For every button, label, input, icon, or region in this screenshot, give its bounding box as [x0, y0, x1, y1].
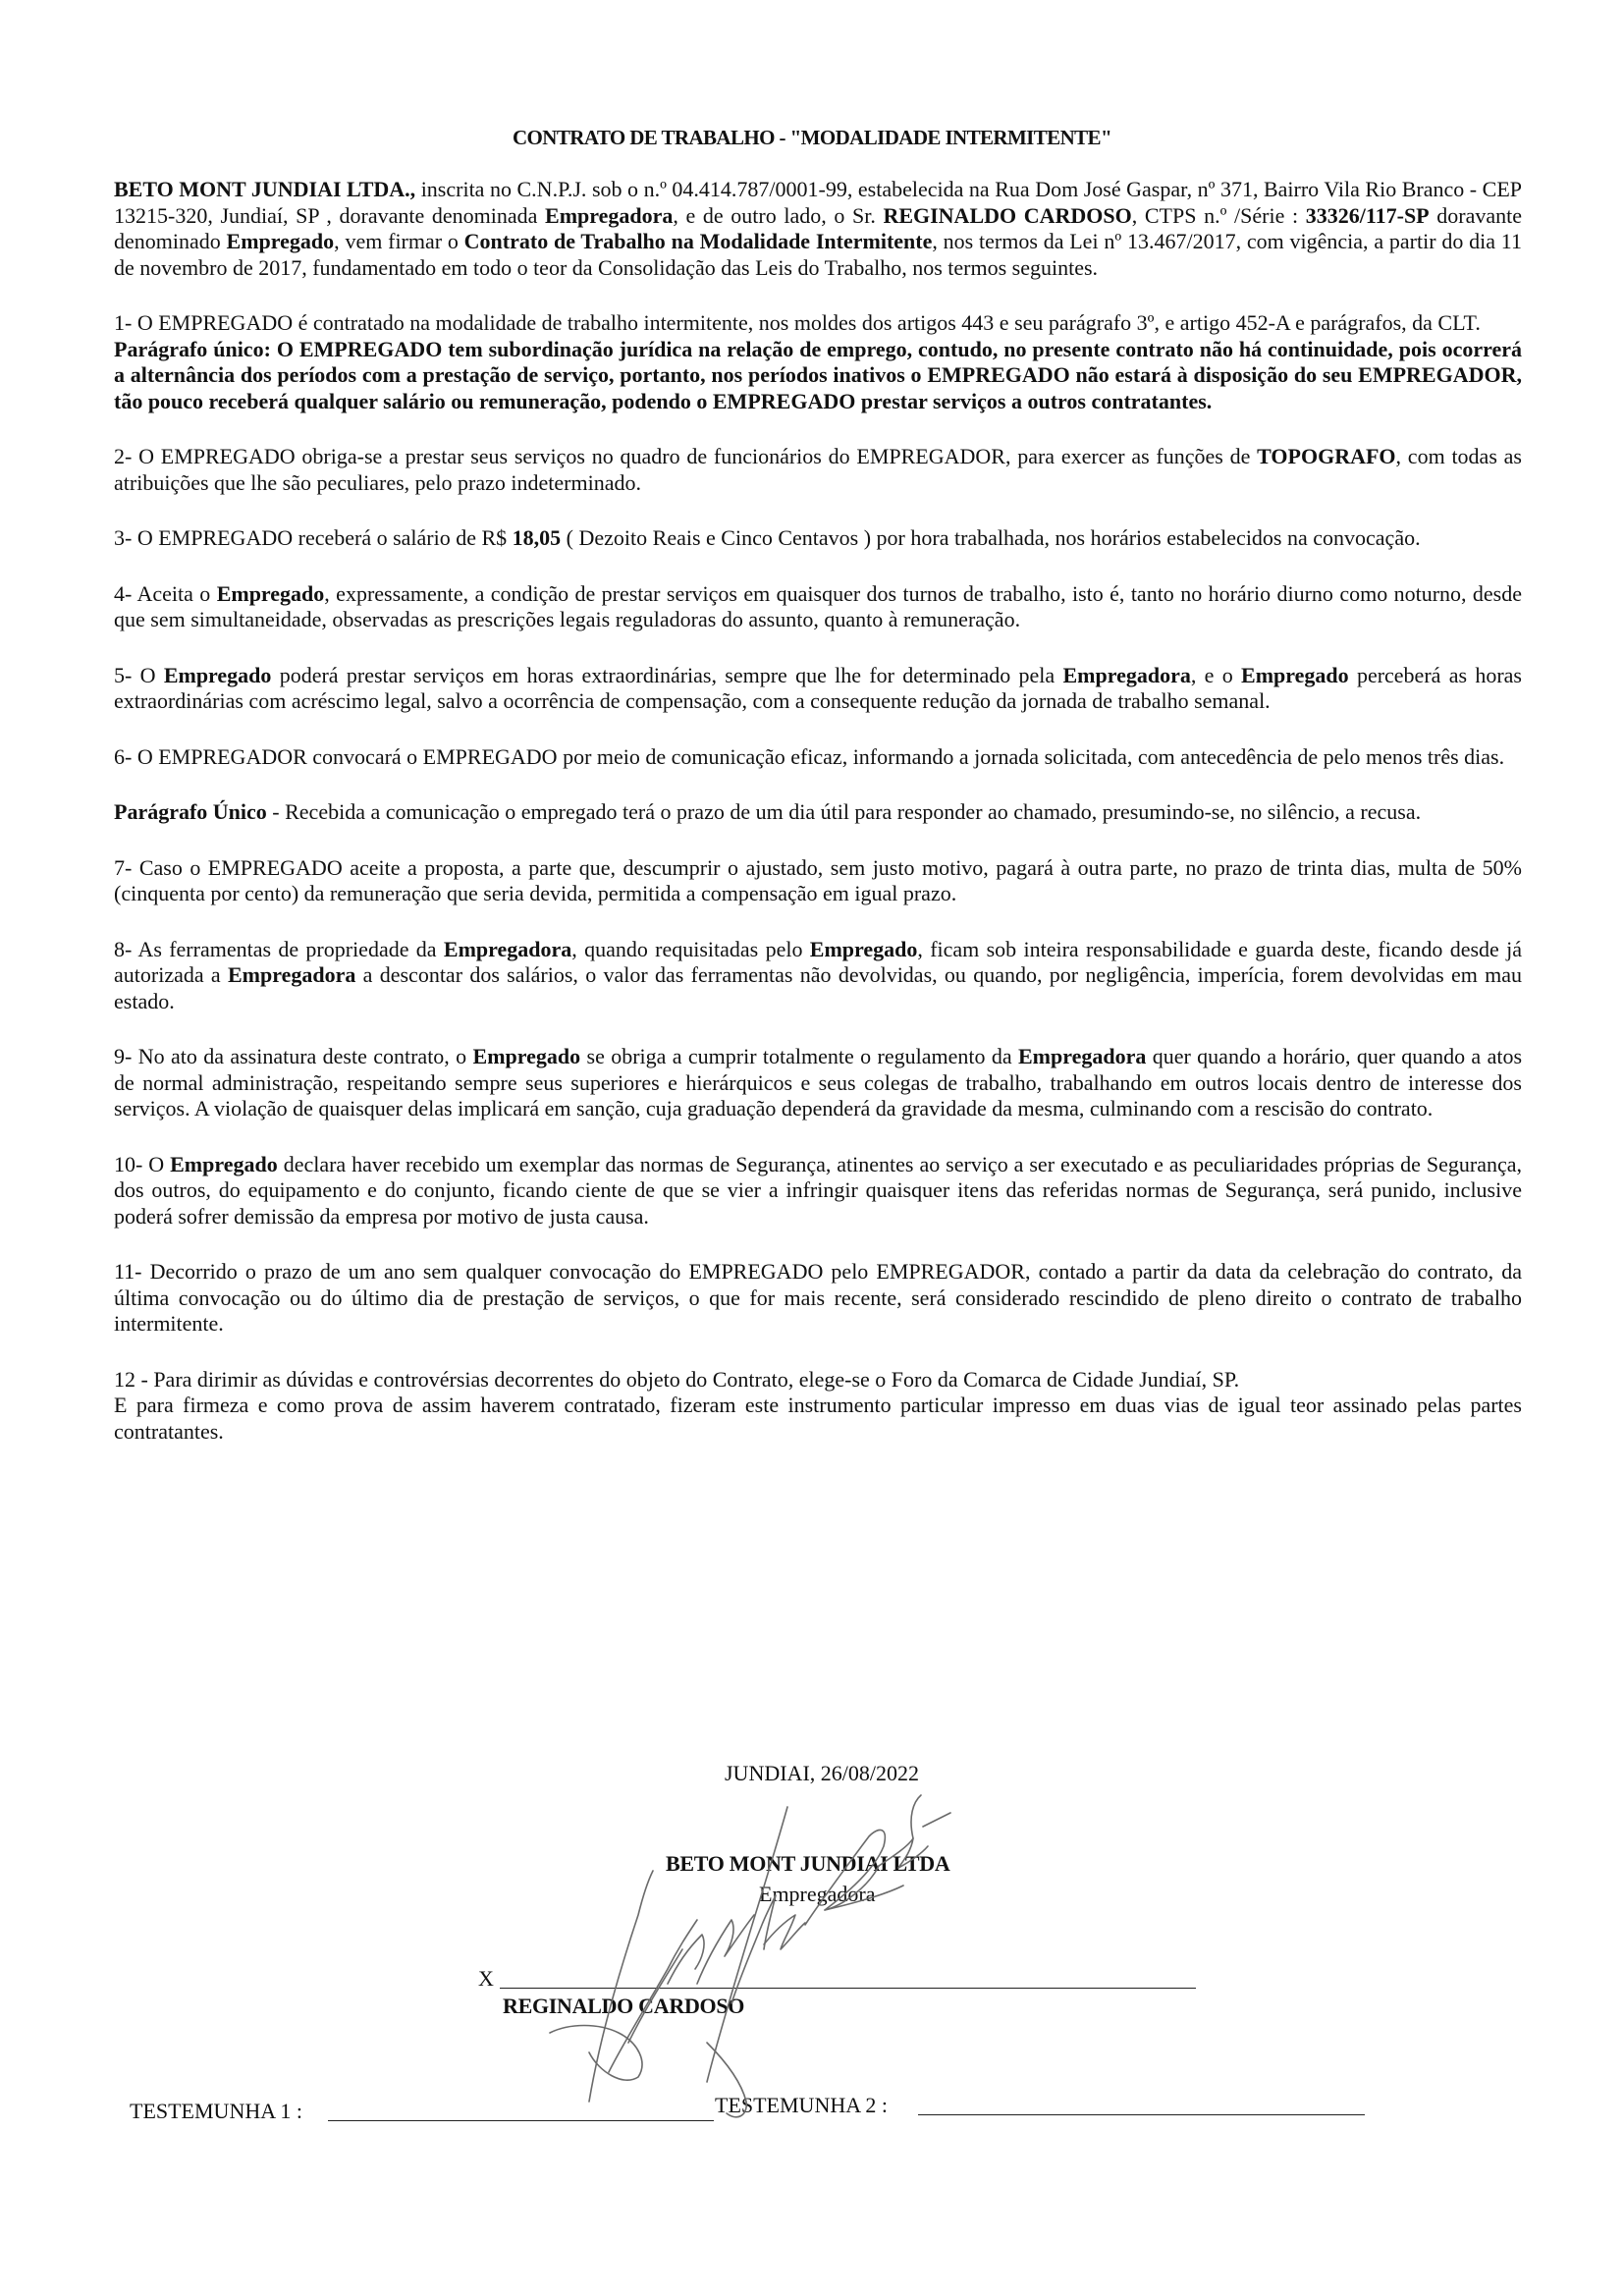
text-run: 11- Decorrido o prazo de um ano sem qualquer convocação do EMPREGADO pelo EMPREGADOR, contado a partir da data da celebração do contrato, da última convocação ou do último dia de prestação de serviços, o que for mais recente, será considerado rescindido de pleno direito o contrato de trabalho intermitente.	[114, 1259, 1522, 1336]
text-run: 5- O	[114, 662, 164, 687]
bold-text-run: Parágrafo único: O EMPREGADO tem subordinação jurídica na relação de emprego, contudo, no presente contrato não há continuidade, pois ocorrerá a alternância dos períodos com a prestação de serviço, portanto, nos períodos inativos o EMPREGADO não estará à disposição do seu EMPREGADOR, tão pouco receberá qualquer salário ou remuneração, podendo o EMPREGADO prestar serviços a outros contratantes.	[114, 336, 1522, 413]
text-run: 1- O EMPREGADO é contratado na modalidade de trabalho intermitente, nos moldes dos artigos 443 e seu parágrafo 3º, e artigo 452-A e parágrafos, da CLT.	[114, 310, 1481, 335]
text-run: , quando requisitadas pelo	[571, 936, 810, 961]
signature-strokes	[550, 1795, 950, 2117]
text-run: , com todas as atribuições que lhe são peculiares, pelo prazo indeterminado.	[114, 444, 1522, 495]
bold-text-run: Empregadora	[227, 962, 356, 987]
clause-6	[114, 744, 1522, 771]
bold-text-run: Parágrafo Único	[114, 799, 267, 824]
clause-2	[114, 444, 1522, 496]
text-run: 3- O EMPREGADO receberá o salário de R$	[114, 525, 513, 550]
text-run: ( Dezoito Reais e Cinco Centavos ) por hora trabalhada, nos horários estabelecidos na convocação.	[561, 525, 1421, 550]
x-mark: X	[478, 1966, 494, 1991]
text-run: 10- O	[114, 1151, 171, 1176]
employer-name: BETO MONT JUNDIAI LTDA	[666, 1851, 950, 1876]
intro-paragraph	[114, 177, 1522, 281]
clause-8	[114, 937, 1522, 1015]
text-run: , e o	[1190, 662, 1242, 687]
employer-role: Empregadora	[759, 1882, 876, 1906]
bold-text-run: Empregado	[472, 1044, 581, 1068]
clause-9	[114, 1044, 1522, 1122]
bold-text-run: 18,05	[512, 525, 562, 550]
text-run: 7- Caso o EMPREGADO aceite a proposta, a parte que, descumprir o ajustado, sem justo motivo, pagará à outra parte, no prazo de trinta dias, multa de 50% (cinquenta por cento) da remuneração que seria devida, permitida a compensação em igual prazo.	[114, 854, 1522, 905]
clause-10	[114, 1152, 1522, 1230]
witness-2-label: TESTEMUNHA 2 :	[715, 2093, 888, 2117]
text-run: perceberá as horas extraordinárias com acréscimo legal, salvo a ocorrência de compensação, com a consequente redução da jornada de trabalho semanal.	[114, 662, 1522, 713]
text-run: - Recebida a comunicação o empregado terá o prazo de um dia útil para responder ao chamado, presumindo-se, no silêncio, a recusa.	[266, 799, 1422, 824]
text-run: 6- O EMPREGADOR convocará o EMPREGADO por meio de comunicação eficaz, informando a jornada solicitada, com antecedência de pelo menos três dias.	[114, 743, 1505, 769]
bold-text-run: Empregado	[216, 580, 325, 606]
text-run: se obriga a cumprir totalmente o regulamento da	[580, 1044, 1018, 1068]
clause-7	[114, 855, 1522, 907]
place-date: JUNDIAI, 26/08/2022	[725, 1761, 919, 1785]
clause-1	[114, 310, 1522, 337]
bold-text-run: Empregadora	[1017, 1044, 1147, 1068]
closing-paragraph	[114, 1393, 1522, 1445]
witness-1-label: TESTEMUNHA 1 :	[130, 2099, 302, 2123]
clause-5	[114, 663, 1522, 715]
handwritten-signature	[530, 1748, 1021, 2141]
text-run: poderá prestar serviços em horas extraordinárias, sempre que lhe for determinado pela	[271, 662, 1063, 687]
text-run: , vem firmar o	[334, 229, 464, 253]
text-run: , expressamente, a condição de prestar serviços em quaisquer dos turnos de trabalho, isto é, tanto no horário diurno como noturno, desde que sem simultaneidade, observadas as prescrições legais reguladoras do assunto, quanto à remuneração.	[114, 580, 1522, 631]
text-run: a descontar dos salários, o valor das ferramentas não devolvidas, ou quando, por negligência, imperícia, forem devolvidas em mau estado.	[114, 962, 1522, 1013]
bold-text-run: Contrato de Trabalho na Modalidade Intermitente	[463, 229, 933, 253]
document-body	[114, 177, 1522, 1445]
bold-text-run: Empregado	[809, 936, 918, 961]
clause-3	[114, 525, 1522, 552]
text-run: , CTPS n.º /Série :	[1131, 202, 1306, 228]
clause-12	[114, 1367, 1522, 1394]
text-run: 12 - Para dirimir as dúvidas e controvérsias decorrentes do objeto do Contrato, elege-se o Foro da Comarca de Cidade Jundiaí, SP.	[114, 1366, 1240, 1392]
clause-4	[114, 581, 1522, 633]
bold-text-run: TOPOGRAFO	[1257, 444, 1396, 468]
text-run: , ficam sob inteira responsabilidade e guarda deste, ficando desde já autorizada a	[114, 936, 1522, 987]
bold-text-run: Empregadora	[545, 202, 674, 228]
clause-6-sole-paragraph	[114, 799, 1522, 826]
clause-11	[114, 1259, 1522, 1338]
clause-1-sole-paragraph	[114, 337, 1522, 415]
bold-text-run: Empregadora	[443, 936, 572, 961]
bold-text-run: Empregadora	[1062, 662, 1191, 687]
text-run: 4- Aceita o	[114, 580, 217, 606]
text-run: 8- As ferramentas de propriedade da	[114, 936, 444, 961]
bold-text-run: BETO MONT JUNDIAI LTDA.,	[114, 177, 416, 201]
bold-text-run: Empregado	[163, 662, 272, 687]
text-run: 2- O EMPREGADO obriga-se a prestar seus serviços no quadro de funcionários do EMPREGADOR, para exercer as funções de	[114, 444, 1258, 468]
document-title: CONTRATO DE TRABALHO - "MODALIDADE INTERMITENTE"	[512, 126, 1112, 149]
text-run: , e de outro lado, o Sr.	[673, 202, 884, 228]
text-run: , nos termos da Lei nº 13.467/2017, com vigência, a partir do dia 11 de novembro de 2017, fundamentado em todo o teor da Consolidação das Leis do Trabalho, nos termos seguintes.	[114, 229, 1522, 280]
employee-name: REGINALDO CARDOSO	[503, 1994, 745, 2018]
bold-text-run: 33326/117-SP	[1305, 202, 1430, 228]
text-run: doravante denominado	[114, 202, 1522, 253]
text-run: declara haver recebido um exemplar das normas de Segurança, atinentes ao serviço a ser executado e as peculiaridades próprias de Segurança, dos outros, do equipamento e do conjunto, ficando ciente de que se vier a infringir quaisquer itens das referidas normas de Segurança, será punido, inclusive poderá sofrer demissão da empresa por motivo de justa causa.	[114, 1151, 1522, 1229]
text-run: 9- No ato da assinatura deste contrato, o	[114, 1044, 473, 1068]
text-run: quer quando a horário, quer quando a atos de normal administração, respeitando sempre seus superiores e hierárquicos e seus colegas de trabalho, trabalhando em outros locais dentro de interesse dos serviços. A violação de quaisquer delas implicará em sanção, cuja graduação dependerá da gravidade da mesma, culminando com a rescisão do contrato.	[114, 1044, 1523, 1121]
bold-text-run: Empregado	[1241, 662, 1349, 687]
text-run: E para firmeza e como prova de assim haverem contratado, fizeram este instrumento particular impresso em duas vias de igual teor assinado pelas partes contratantes.	[114, 1393, 1522, 1444]
text-run: inscrita no C.N.P.J. sob o n.º 04.414.787/0001-99, estabelecida na Rua Dom José Gaspar, nº 371, Bairro Vila Rio Branco - CEP 13215-320, Jundiaí, SP , doravante denominada	[114, 177, 1522, 228]
bold-text-run: Empregado	[226, 229, 335, 253]
bold-text-run: REGINALDO CARDOSO	[883, 202, 1132, 228]
bold-text-run: Empregado	[170, 1151, 278, 1176]
